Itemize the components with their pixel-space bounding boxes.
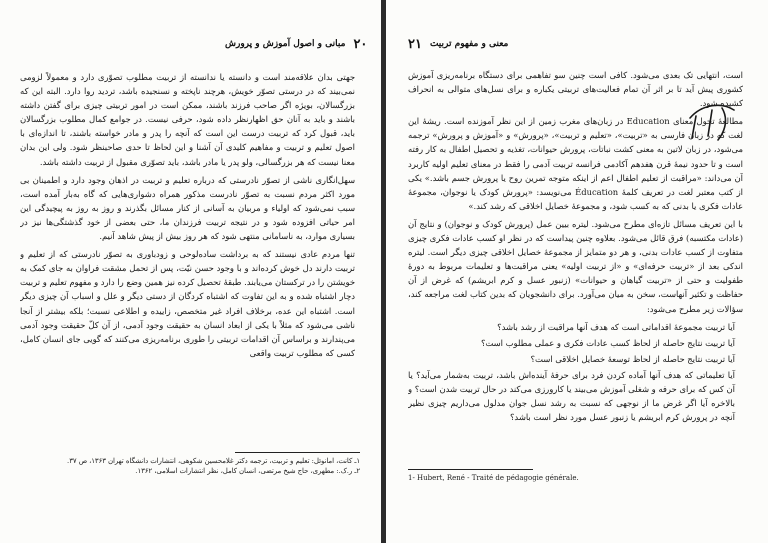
question-4: آیا تعلیماتی که هدف آنها آماده کردن فرد برای حرفهٔ آینده‌اش باشد، تربیت به‌شمار می‌آید؟ یا آن کس که برای حرفه و شغلی آموزش می‌بیند یا کارورزی می‌کند در حال تربیت شدن است؟ و بالاخره آیا اگر غرض ما از نوجهی که نسبت به رشد نسل جوان مدلول می‌داریم چیزی نظیر آنچه در پرورش کرم ابریشم یا زنبور عسل مورد نظر است باشد؟ [408, 369, 735, 423]
left-page [0, 0, 381, 543]
right-page [386, 0, 768, 543]
right-footnote-1: 1- Hubert, René - Traité de pédagogie générale. [408, 474, 579, 482]
left-paragraph-2: سهل‌انگاری ناشی از تصوّر نادرستی که درباره تعلیم و تربیت در اذهان وجود دارد و اطمینان بی مورد اکثر مردم نسبت به تصوّر نادرست مذکور همراه دشواری‌هایی که گاه به‌بار آمده است، سبب نمی‌شود که اولیاء و مربیان به آسانی از کنار مسائل بگذرند و روز به روز به پیچیدگی این امر حیاتی افزوده شود و در نتیجه تربیت فرزندان ما، حتی بعضی از خود گذشتگی‌ها نیز در بسیاری موارد، به ناسامانی منتهی شود که هر روز بیش از پیش شاهد آنیم. [20, 174, 355, 242]
left-page-header [225, 36, 367, 52]
right-page-number: ۲۱ [408, 36, 422, 52]
left-page-number: ۲۰ [353, 36, 368, 52]
question-2: آیا تربیت نتایج حاصله از لحاظ کسب عادات فکری و عملی مطلوب است؟ [480, 337, 735, 348]
right-body-text [408, 68, 743, 458]
right-paragraph-1: است، انتهایی تک بعدی می‌شود. کافی است چنین سو تفاهمی برای دستگاه برنامه‌ریزی آموزش کشوری پیش آید تا بر اثر آن تمام فعالیت‌های تربیتی یکباره و برای نسل‌های متوالی به انحراف کشیده شود. [408, 70, 743, 109]
right-running-head: معنی و مفهوم تربیت [429, 39, 509, 49]
right-page-header [408, 36, 508, 52]
left-footnotes [20, 456, 360, 476]
right-footnote-divider [408, 469, 533, 470]
left-footnote-2: ۲ـ ر.ک.: مطهری، حاج شیخ مرتضی، انسان کامل، نظر انتشارات اسلامی، ۱۳۶۲. [135, 467, 360, 475]
left-footnote-divider [235, 452, 360, 453]
right-paragraph-3: با این تعریف مسائل تازه‌ای مطرح می‌شود. لیتره بیین عمل (پرورش کودک و نوجوان) و نتایج آن (عادات مکتسبه) فرق قائل می‌شود. بعلاوه چنین پیداست که در نظر او کسب عادات فکری چیزی متفاوت از کسب عادات بدنی، و هر دو متمایز از مجموعهٔ خصایل اخلاقی چیزی دیگر است. لیتره اندکی بعد از «تربیت حرفه‌ای» و «از تربیت اولیه» یعنی مراقبت‌ها و تعلیمات مربوط به دورهٔ طفولیت و حتی از «تربیت گیاهان و حیوانات» (زنبور عسل و کرم ابریشم) که غرض از آن حفاظت و تکثیر آنهاست، سخن به میان می‌آورد. برای دانشجویان که بدین کتاب لغت مراجعه کند، سؤالات زیر مطرح می‌شود: [408, 218, 743, 314]
question-1: آیا تربیت مجموعهٔ اقداماتی است که هدف آنها مراقبت از رشد باشد؟ [497, 321, 735, 332]
left-paragraph-3: تنها مردم عادی نیستند که به برداشت ساده‌لوحی و زودباوری به تصوّر نادرستی که از تعلیم و تربیت دارند دل خوش کرده‌اند و با وجود حسن نیّت، پس از تحمل مشقت فراوان به جای کمک به خویشتن را در ترکستان می‌یابند. طبقهٔ تحصیل کرده نیز همین وضع را دارد و مفهوم تعلیم و تربیت دچار اشتباه شده و به این تفاوت که اشتباه کردگان از دستی دیگر و علل و اسباب آن چیزی دیگر است. اشتباه این عده، برخلاف افراد غیر متخصص، زاییده و اطلاعی نسبت؛ بلکه بیشتر از آنجا ناشی می‌شود که مثلاً با یکی از ابعاد انسان به حقیقت وجود آدمی، از آن کلّ حقیقت وجود آدمی می‌پندارند و براساس آن اقدامات تربیتی را طوری برنامه‌ریزی می‌کنند که گویی جای انسان کامل، کسی که مطلوب تربیت واقعی [20, 249, 355, 358]
question-3: آیا تربیت نتایج حاصله از لحاظ توسعهٔ خصایل اخلاقی است؟ [530, 353, 735, 364]
left-body-text [20, 70, 355, 420]
left-footnote-1: ۱ـ کانت، امانوئل: تعلیم و تربیت، ترجمه دکتر غلامحسین شکوهی، انتشارات دانشگاه تهران ۱۳۶۳، ص ۳۷. [67, 457, 360, 465]
left-paragraph-1: جهتی بدان علاقه‌مند است و دانسته یا ندانسته از تربیت مطلوب تصوّری دارد و معمولاً لزومی نمی‌بیند که در درستی تصوّر خویش، هرچند ناپخته و نسنجیده باشد، تردید روا دارد. البته این که بزرگسالان، بویژه اگر صاحب فرزند باشند، ممکن است در امور تربیتی چیزی برای گفتن داشته باشند و باید به آنان حق اظهارنظر داده شود، حرفی نیست. در جوامع کمال مطلوب بزرگسالان باید، قبول کرد که تربیت درست این است که آنچه را پدر و مادر خواسته باشند، تا اندازه‌ای با اصول تعلیم و تربیت و مفاهیم کلیدی آن آشنا و این لحاظ تا حدی صاحبنظر شود. ولی این بدان معنا نیست که هر بزرگسالی، ولو پدر یا مادر باشد، باید تصوّری مقبول از تربیت داشته باشد. [20, 72, 355, 167]
right-paragraph-2: مطالعهٔ تحول معنای Education در زبان‌های مغرب زمین از این نظر آموزنده است. ریشهٔ این لغت که در زبان فارسی به «تربیت»، «تعلیم و تربیت»، «پرورش» و «آموزش و پرورش» ترجمه می‌شود، در زبان لاتین به معنی کشت نباتات، پرورش حیوانات، تغذیه و تحصیل اطفال به کار رفته است و تا حدود نیمهٔ قرن هفدهم آکادمی فرانسه تربیت آدمی را فقط در معنای تعلیم اولیه کاربرد آن می‌داند: «مراقبت از تعلیم اطفال اعم از اینکه متوجه تمرین روح یا پرورش جسم باشد.» یکی از کتب معتبر لغت در تعریف کلمهٔ Éducation می‌نویسد: «پرورش کودک یا نوجوان، مجموعهٔ عادات فکری یا بدنی که به کسب شود، و مجموعهٔ خصایل اخلاقی که رشد کند.» [408, 116, 743, 211]
left-running-head: مبانی و اصول آموزش و پرورش [225, 39, 346, 49]
